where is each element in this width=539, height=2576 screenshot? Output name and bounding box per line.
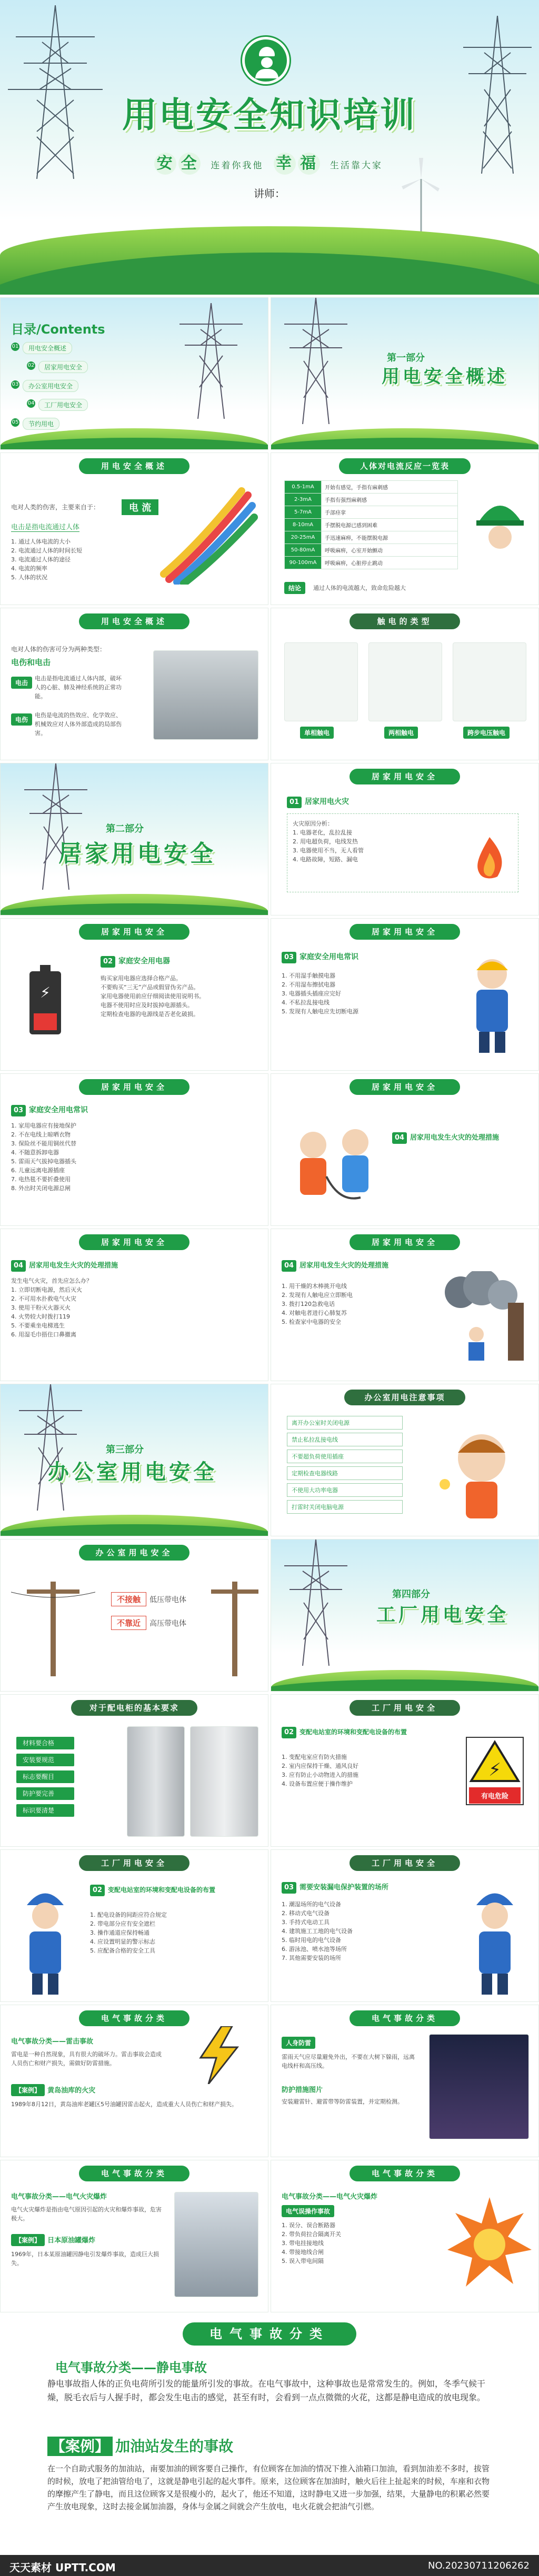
danger-sign: [466, 1737, 524, 1805]
table-cell: 90-100mA: [285, 557, 322, 569]
list-item: 1. 配电设备的间距应符合规定: [90, 1911, 167, 1918]
home-fire-measures3-slide[interactable]: [271, 1229, 539, 1381]
slide-header: 电气事故分类: [350, 2166, 460, 2181]
utility-pole-icon: [11, 1571, 95, 1676]
section-number: 02: [282, 1727, 296, 1738]
table-cell: 手部痉挛: [322, 506, 458, 519]
section-number: 02: [90, 1885, 105, 1896]
list-item: 3. 保险丝不能用铜丝代替: [11, 1140, 76, 1147]
list-item: 3. 操作通道应保持畅通: [90, 1929, 149, 1936]
part-small-title: 第一部分: [387, 353, 425, 364]
office-warning-slide[interactable]: [0, 1539, 268, 1692]
cover-title: 用电安全知识培训: [122, 95, 417, 135]
injury-text-2: 电伤是电流的热效应、化学效应、机械效应对人体外部造成的局部伤害。: [35, 712, 122, 737]
part-big-title: 工厂用电安全: [376, 1604, 510, 1626]
safety-helmet-icon: [474, 490, 526, 553]
case-tag: 【案例】: [11, 2234, 45, 2246]
toc-label: 工厂用电安全: [38, 399, 88, 411]
footer-left-text: 天天素材 UPTT.COM: [9, 2561, 116, 2574]
list-item: 5. 检查家中电器的安全: [282, 1319, 341, 1325]
current-table-slide[interactable]: [271, 452, 539, 605]
toc-label: 办公室用电安全: [23, 380, 78, 392]
two-phase-image: [368, 642, 442, 721]
case-title: 加油站发生的事故: [115, 2438, 234, 2455]
power-tower-icon: [22, 763, 90, 890]
slide-header: 用电安全概述: [79, 613, 189, 629]
worker-icon: [11, 1881, 79, 1997]
toc-label: 用电安全概述: [23, 342, 72, 354]
list-item: 2. 电流通过人体的时间长短: [11, 547, 82, 554]
section-number: 04: [11, 1260, 26, 1272]
toc-label: 居家用电安全: [38, 361, 88, 373]
list-item: 3. 使用干粉灭火器灭火: [11, 1304, 71, 1311]
tag-electric-shock: 电击: [11, 677, 32, 689]
accident-text: 电气火灾爆炸是指由电气原因引起的火灾和爆炸事故，危害极大。: [11, 2206, 162, 2222]
overview-slide[interactable]: [0, 452, 268, 605]
section-heading: [282, 951, 358, 963]
injury-slide[interactable]: [0, 608, 268, 760]
slide-header: 工厂用电安全: [350, 1700, 460, 1716]
conclusion-text: 通过人体的电流越大，致命危险越大: [313, 585, 406, 591]
svg-text:⚡: ⚡: [40, 984, 51, 1001]
protection-text: 雷雨天气应尽量避免外出，不要在大树下躲雨，远离电线杆和高压线。: [282, 2054, 415, 2069]
slogan-char: 福: [298, 153, 320, 175]
list-item: 3. 拨打120急救电话: [282, 1301, 335, 1307]
case-heading: [11, 2084, 95, 2096]
list-item: 离开办公室时关闭电源: [287, 1416, 403, 1430]
protection-subtitle: 防护措施图片: [282, 2086, 323, 2094]
list-item: 4. 应设置明显的警示标志: [90, 1938, 155, 1945]
section-heading: [287, 796, 349, 808]
section-heading: [392, 1132, 499, 1144]
list-item: 发生电气火灾，首先应怎么办？: [11, 1277, 92, 1284]
list-item: 5. 人体的状况: [11, 574, 47, 581]
slogan-text: 连着你我他: [211, 160, 264, 171]
logo-circle-icon: [242, 37, 290, 84]
section-title: 居家用电发生火灾的处理措施: [410, 1134, 500, 1142]
table-cell: 5-7mA: [285, 506, 322, 519]
list-item: 1. 误分、误合断路器: [282, 2222, 335, 2229]
list-item: 不使用大功率电器: [287, 1483, 403, 1497]
list-item: 1. 潮湿场所的电气设备: [282, 1901, 341, 1908]
list-item: 安装要规范: [16, 1754, 74, 1766]
electrician-icon: [455, 950, 529, 1055]
power-tower-icon: [282, 1539, 350, 1666]
part-small-title: 第三部分: [106, 1444, 144, 1455]
list-item: 4. 电路故障，短路、漏电: [293, 856, 358, 863]
table-row: [285, 531, 458, 544]
overview-lines: [11, 537, 82, 582]
list-item: 打雷时关闭电脑电源: [287, 1500, 403, 1514]
list-item: 5. 临时用电的电气设备: [282, 1937, 341, 1944]
section-heading: [101, 955, 170, 968]
case-text: 1989年8月12日，黄岛油库老罐区5号油罐因雷击起火，造成重大人员伤亡和财产损失。: [11, 2101, 237, 2108]
protection-text-2: 安装避雷针、避雷带等防雷装置，并定期检测。: [282, 2098, 403, 2105]
single-phase-image: [284, 642, 358, 721]
slide-header: 工厂用电安全: [350, 1855, 460, 1871]
list-item: 4. 建筑施工工地的电气设备: [282, 1928, 353, 1935]
content-lines: [11, 1121, 253, 1193]
section-number: 01: [287, 797, 302, 808]
list-item: 7. 电热毯不要折叠使用: [11, 1176, 71, 1183]
slide-header: 对于配电柜的基本要求: [71, 1700, 197, 1716]
section-number: 03: [282, 1882, 296, 1894]
section-heading: [11, 1104, 88, 1116]
section-title: 居家用电发生火灾的处理措施: [300, 1262, 389, 1270]
final-paragraph-1: 静电事故指人体的正负电荷所引发的能量所引发的事故。在电气事故中，这种事故也是常常发生的。例如，冬季气候干燥，脱毛衣后与人握手时，都会发生电击的感觉，甚至有时，会看到一点点微微的火花，这都是静电造成的放电现象。: [47, 2379, 486, 2402]
case-heading: [11, 2234, 95, 2246]
list-item: 5. 不要乘坐电梯逃生: [11, 1322, 65, 1329]
misoperation-tag: 电气误操作事故: [282, 2205, 334, 2217]
table-cell: 20-25mA: [285, 531, 322, 544]
toc-num: 05: [11, 418, 19, 427]
warning-label: 不接触: [111, 1592, 146, 1606]
slogan-char: 幸: [274, 153, 296, 175]
danger-label: 有电危险: [469, 1787, 521, 1804]
section-number: 03: [282, 952, 296, 963]
factory-environment2-slide[interactable]: [0, 1849, 268, 2002]
list-item: 定期检查电器的电源线是否老化破损。: [101, 1011, 199, 1018]
toc-title: 目录/Contents: [11, 322, 105, 337]
case-tag: 【案例】: [47, 2437, 113, 2456]
slide-header: 电气事故分类: [79, 2166, 189, 2181]
static-accident-slide[interactable]: [0, 2315, 539, 2576]
list-item: 7. 其他需要安装的场所: [282, 1955, 341, 1961]
injury-intro: 电对人体的伤害可分为两种类型：: [11, 646, 106, 653]
table-cell: 手指有强烈麻刺感: [322, 494, 458, 506]
slide-header: 居家用电安全: [350, 1234, 460, 1250]
slide-header: 触电的类型: [350, 613, 460, 629]
protection-tag: 人身防雷: [282, 2037, 315, 2049]
worker-wrench-icon: [461, 1881, 529, 1997]
section-title: 家庭安全用电常识: [300, 953, 358, 961]
list-item: 电器不使用时应及时拔掉电源插头。: [101, 1002, 193, 1009]
list-item: 材料要合格: [16, 1737, 74, 1749]
type-label: 跨步电压触电: [463, 727, 510, 739]
list-item: 4. 火势较大时拨打119: [11, 1313, 70, 1320]
section-heading: [90, 1884, 258, 1896]
power-tower-icon: [282, 298, 350, 424]
section-title: 家庭安全用电器: [118, 957, 170, 965]
footer-watermark: [0, 2555, 539, 2576]
toc-item[interactable]: [11, 417, 54, 429]
list-item: 购买家用电器应选择合格产品。: [101, 975, 182, 982]
toc-list: [11, 341, 83, 436]
misoperation-slide[interactable]: [271, 2160, 539, 2312]
fire-icon: [471, 837, 508, 879]
list-item: 5. 发现有人触电应先切断电源: [282, 1008, 358, 1015]
table-cell: 开始有感觉，手指有麻刺感: [322, 481, 458, 494]
list-item: 3. 带电挂接地线: [282, 2240, 324, 2247]
home-appliance-slide[interactable]: [0, 918, 268, 1071]
utility-pole-right-icon: [206, 1571, 264, 1676]
content-lines: [282, 2221, 434, 2266]
table-row: [285, 557, 458, 569]
part-big-title: 办公室用电安全: [48, 1460, 217, 1484]
list-item: 2. 不在电线上晾晒衣物: [11, 1131, 71, 1138]
cabinet-requirements-slide[interactable]: [0, 1694, 268, 1847]
section-title: 变配电站室的环境和变配电设备的布置: [108, 1886, 216, 1894]
slogan-char: 安: [154, 153, 176, 175]
cover-lecturer: 讲师：: [254, 187, 285, 200]
list-item: 火灾原因分析：: [293, 820, 333, 827]
list-item: 4. 设备布置应便于操作维护: [282, 1780, 353, 1787]
list-item: 定期检查电器线路: [287, 1466, 403, 1480]
list-item: 防护要完善: [16, 1787, 74, 1800]
toc-num: 02: [27, 361, 35, 370]
office-list: [287, 1416, 403, 1517]
section-heading: [282, 1260, 388, 1272]
smoke-escape-icon: [429, 1271, 529, 1366]
list-item: 4. 对触电者进行心肺复苏: [282, 1310, 347, 1316]
table-row: [285, 494, 458, 506]
accident-title: 电气事故分类——电气火灾爆炸: [11, 2193, 107, 2201]
case-text: 1969年，日本某原油罐因静电引发爆炸事故，造成巨大损失。: [11, 2251, 159, 2267]
requirement-list: [16, 1737, 74, 1821]
table-cell: 手迅速麻痹，不能摆脱电源: [322, 531, 458, 544]
slide-header: 办公室用电安全: [79, 1545, 189, 1561]
list-item: 3. 电流通过人体的途径: [11, 556, 71, 563]
table-cell: 2-3mA: [285, 494, 322, 506]
home-fire-measures-slide[interactable]: [271, 1073, 539, 1226]
list-item: 3. 电器插头插座应完好: [282, 990, 341, 997]
boy-plug-icon: [429, 1421, 524, 1526]
tag-electric-burn: 电伤: [11, 713, 32, 726]
list-item: 1. 立即切断电源，然后灭火: [11, 1286, 82, 1293]
slide-header: 用电安全概述: [79, 458, 189, 474]
part-small-title: 第二部分: [106, 823, 144, 834]
list-item: 3. 应有防止小动物进入的措施: [282, 1772, 358, 1778]
list-item: 家用电器使用前应仔细阅读使用说明书。: [101, 993, 205, 1000]
list-item: 5. 应配备合格的安全工具: [90, 1947, 155, 1954]
final-paragraph-2: 在一个自助式服务的加油站，南要加油的顾客要自己操作，有位顾客在加油的情况下推入油箱口加油，看到加油差不多时，拔管的时候，放电了把油管给电了，这就是静电引起的起火事件。原来，这位顾客在加油时，触火后往上扯起来的时候，车座和衣物的摩擦产生了静电，而且这位顾客又是很瘦小的，起火了，他还不知道，这时静电又进一步加强，结果，大量静电的积累必然要产生放电现象，这时去接金属加油器，身体与金属之间就会产生放电，电火花就会把油气引燃。: [47, 2464, 490, 2511]
section-number: 02: [101, 956, 115, 968]
transformer-image: [153, 650, 258, 740]
list-item: 5. 误入带电间隔: [282, 2258, 324, 2265]
slogan-text: 生活靠大家: [330, 160, 383, 171]
content-lines: [282, 971, 440, 1016]
content-lines: [101, 974, 258, 1019]
distribution-cabinet-image-2: [190, 1726, 258, 1837]
list-item: 标志要醒目: [16, 1770, 74, 1783]
section-heading: [282, 1881, 388, 1894]
home-fire-measures2-slide[interactable]: [0, 1229, 268, 1381]
cover-slogan: [0, 153, 539, 175]
toc-slide[interactable]: [0, 297, 268, 450]
list-item: 5. 雷雨天气拔掉电器插头: [11, 1158, 76, 1165]
case-tag: 【案例】: [11, 2084, 45, 2096]
final-heading: 电气事故分类——静电事故: [55, 2360, 207, 2375]
home-knowledge2-slide[interactable]: [0, 1073, 268, 1226]
list-item: 2. 移动式电气设备: [282, 1910, 330, 1917]
final-case-heading: [47, 2435, 233, 2456]
case-title: 日本原油罐爆炸: [47, 2237, 96, 2245]
list-item: 不要超负荷使用插座: [287, 1450, 403, 1463]
toc-item[interactable]: [11, 379, 73, 391]
lightning-accident-slide[interactable]: [0, 2005, 268, 2157]
slide-header: 办公室用电注意事项: [344, 1390, 465, 1405]
slogan-char: 全: [178, 153, 201, 175]
section-title: 居家用电发生火灾的处理措施: [29, 1262, 118, 1270]
current-table: [284, 480, 458, 569]
slide-header: 人体对电流反应一览表: [339, 458, 471, 474]
distribution-cabinet-image: [127, 1726, 185, 1837]
list-item: 3. 手持式电动工具: [282, 1919, 330, 1926]
warning-label: 不靠近: [111, 1616, 146, 1630]
table-row: [285, 544, 458, 557]
list-item: 6. 儿童远离电源插座: [11, 1167, 65, 1174]
list-item: 1. 变配电室应有防火措施: [282, 1754, 347, 1760]
shock-types-slide[interactable]: [271, 608, 539, 760]
slide-header: 居家用电安全: [350, 924, 460, 940]
table-cell: 呼吸麻痹，心脏停止跳动: [322, 557, 458, 569]
toc-num: 03: [11, 380, 19, 389]
list-item: 禁止私拉乱接电线: [287, 1433, 403, 1446]
factory-environment-slide[interactable]: [271, 1694, 539, 1847]
home-fire-slide[interactable]: [271, 763, 539, 915]
part-big-title: 居家用电安全: [58, 840, 216, 867]
content-lines: [282, 1753, 450, 1788]
fire-explosion-slide[interactable]: [0, 2160, 268, 2312]
kids-plug-icon: [282, 1113, 387, 1219]
section-heading: [11, 1260, 118, 1272]
warning-row: [111, 1592, 186, 1606]
warning-triangle-icon: [467, 1738, 523, 1785]
slide-header: 工厂用电安全: [79, 1855, 189, 1871]
slide-header: 电气事故分类: [79, 2010, 189, 2026]
section-number: 03: [11, 1105, 26, 1116]
list-item: 2. 不可用水扑救电气火灾: [11, 1295, 76, 1302]
home-knowledge-slide[interactable]: [271, 918, 539, 1071]
content-lines: [282, 1282, 418, 1326]
section-number: 04: [392, 1132, 407, 1144]
slide-header: 居家用电安全: [79, 924, 189, 940]
section-heading: [282, 1726, 455, 1738]
part-big-title: 用电安全概述: [382, 366, 508, 387]
step-voltage-image: [453, 642, 526, 721]
toc-item[interactable]: [11, 341, 67, 354]
slide-header: 电气事故分类: [183, 2322, 356, 2346]
battery-icon: [14, 961, 77, 1045]
power-tower-icon: [174, 303, 248, 419]
toc-num: 01: [11, 343, 19, 351]
slide-header: 居家用电安全: [79, 1079, 189, 1095]
list-item: 2. 室内应保持干燥、通风良好: [282, 1763, 358, 1769]
slide-header: 电气事故分类: [350, 2010, 460, 2026]
lightning-photo: [429, 2034, 529, 2139]
power-tower-icon: [16, 1384, 85, 1511]
injury-text-1: 电击是指电流通过人体内部，破坏人的心脏、肺及神经系统的正常功能。: [35, 675, 122, 700]
content-lines: [90, 1910, 258, 1955]
list-item: 2. 带负荷拉合隔离开关: [282, 2231, 341, 2238]
list-item: 2. 带电部分应有安全遮栏: [90, 1920, 155, 1927]
table-row: [285, 506, 458, 519]
part3-slide[interactable]: [0, 1384, 268, 1536]
warning-text: 低压带电体: [149, 1596, 187, 1604]
slide-header: 居家用电安全: [350, 769, 460, 784]
overview-sub: 电击是指电流通过人体: [11, 521, 79, 532]
list-item: 不要购买“三无”产品或假冒伪劣产品。: [101, 984, 199, 991]
section-title: 家庭安全用电常识: [29, 1106, 88, 1114]
list-item: 6. 用湿毛巾捂住口鼻撤离: [11, 1331, 76, 1338]
overview-question: 电对人类的伤害，主要来自于：: [11, 504, 100, 511]
list-item: 1. 通过人体电流的大小: [11, 538, 71, 545]
table-cell: 50-80mA: [285, 544, 322, 557]
section-number: 04: [282, 1260, 296, 1272]
list-item: 6. 游泳池、喷水池等场所: [282, 1946, 347, 1953]
list-item: 1. 用干燥的木棒挑开电线: [282, 1283, 347, 1290]
list-item: 4. 电流的频率: [11, 565, 47, 572]
type-label: 两相触电: [384, 727, 418, 739]
type-label: 单相触电: [300, 727, 334, 739]
table-cell: 手摆脱电源已感到困难: [322, 519, 458, 531]
list-item: 1. 不用湿手触摸电器: [282, 972, 335, 979]
explosion-icon: [445, 2192, 534, 2297]
list-item: 3. 电器使用不当，无人看管: [293, 847, 364, 854]
case-title: 黄岛油库的火灾: [47, 2087, 96, 2095]
section-title: 需要安装漏电保护装置的场所: [300, 1884, 389, 1891]
part-small-title: 第四部分: [392, 1589, 430, 1600]
list-item: 2. 用电超负荷，电线发热: [293, 838, 358, 845]
table-cell: 8-10mA: [285, 519, 322, 531]
list-item: 4. 带接地线合闸: [282, 2249, 324, 2256]
list-item: 4. 不私拉乱接电线: [282, 999, 330, 1006]
lightning-protection-slide[interactable]: [271, 2005, 539, 2157]
content-lines: [11, 1276, 253, 1339]
leakage-protection-slide[interactable]: [271, 1849, 539, 2002]
accident-title: 电气事故分类——电气火灾爆炸: [282, 2193, 378, 2201]
list-item: 2. 不用湿布擦拭电器: [282, 981, 335, 988]
warning-row: [111, 1616, 186, 1630]
slide-header: 居家用电安全: [79, 1234, 189, 1250]
cover-slide[interactable]: [0, 0, 539, 295]
table-row: [285, 481, 458, 494]
svg-text:⚡: ⚡: [488, 1759, 501, 1780]
section-title: 居家用电火灾: [305, 798, 349, 806]
toc-num: 04: [27, 399, 35, 408]
warning-text: 高压带电体: [149, 1619, 187, 1628]
injury-tag: 电伤和电击: [11, 658, 51, 667]
cable-icon: [158, 485, 258, 585]
part2-slide[interactable]: [0, 763, 268, 915]
lightning-icon: [195, 2026, 243, 2084]
list-item: 4. 不随意拆卸电器: [11, 1149, 59, 1156]
table-row: [285, 519, 458, 531]
list-item: 1. 电器老化，乱拉乱接: [293, 829, 352, 836]
accident-text: 雷电是一种自然现象，具有很大的破坏力。雷击事故会造成人员伤亡和财产损失，需做好防雷措施。: [11, 2051, 162, 2067]
conclusion-tag: 结论: [284, 582, 305, 594]
accident-title: 电气事故分类——雷击事故: [11, 2038, 94, 2046]
part1-slide[interactable]: [271, 297, 539, 450]
table-cell: 呼吸麻痹，心室开始颤动: [322, 544, 458, 557]
list-item: 8. 外出时关闭电源总闸: [11, 1185, 71, 1192]
part4-slide[interactable]: [271, 1539, 539, 1692]
tank-photo: [174, 2192, 258, 2297]
slide-header: 居家用电安全: [350, 1079, 460, 1095]
list-item: 标识要清楚: [16, 1804, 74, 1817]
list-item: 2. 发现有人触电应立即断电: [282, 1292, 353, 1299]
overview-answer: 电 流: [122, 499, 158, 515]
table-cell: 0.5-1mA: [285, 481, 322, 494]
content-lines: [282, 1900, 450, 1963]
office-notes-slide[interactable]: [271, 1384, 539, 1536]
footer-right-text: NO.20230711206262: [428, 2560, 530, 2571]
list-item: 1. 家用电器应有接地保护: [11, 1122, 76, 1129]
toc-label: 节约用电: [23, 418, 59, 430]
section-title: 变配电站室的环境和变配电设备的布置: [300, 1728, 407, 1736]
